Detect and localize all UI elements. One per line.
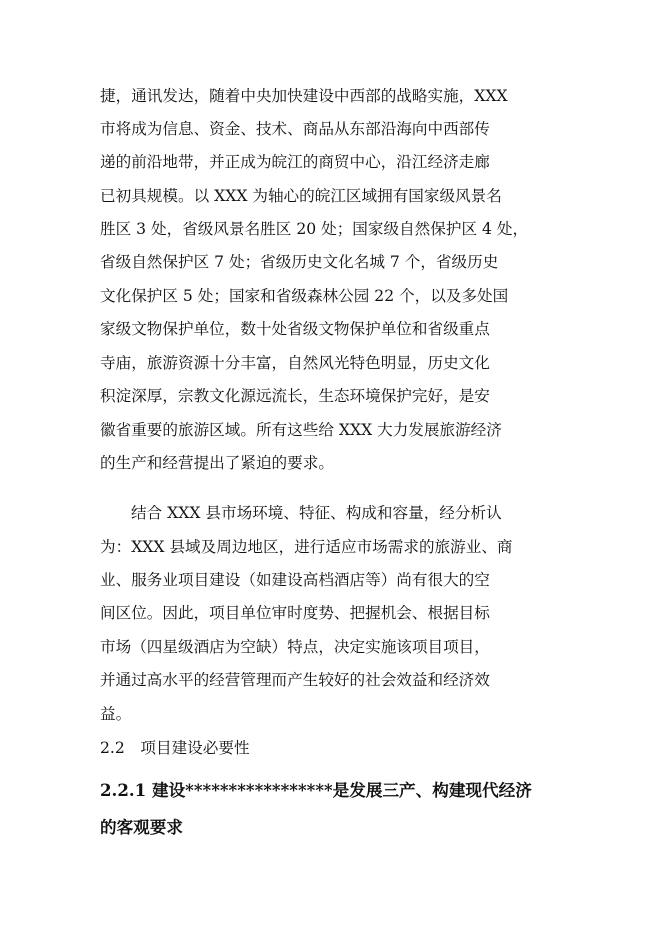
paragraph-1-line: 市将成为信息、资金、技术、商品从东部沿海向中西部传 bbox=[100, 120, 490, 138]
paragraph-2-line: 益。 bbox=[100, 705, 132, 723]
paragraph-2-line: 间区位。因此，项目单位审时度势、把握机会、根据目标 bbox=[100, 604, 490, 622]
paragraph-1-line: 捷，通讯发达，随着中央加快建设中西部的战略实施，XXX bbox=[100, 87, 508, 105]
paragraph-1-line: 文化保护区 5 处；国家和省级森林公园 22 个，以及多处国 bbox=[100, 287, 509, 305]
paragraph-2-line: 结合 XXX 县市场环境、特征、构成和容量，经分析认 bbox=[131, 504, 502, 522]
paragraph-1-line: 递的前沿地带，并正成为皖江的商贸中心，沿江经济走廊 bbox=[100, 153, 490, 171]
paragraph-1-line: 已初具规模。以 XXX 为轴心的皖江区域拥有国家级风景名 bbox=[100, 187, 502, 205]
paragraph-1-line: 的生产和经营提出了紧迫的要求。 bbox=[100, 454, 334, 472]
paragraph-1-line: 胜区 3 处，省级风景名胜区 20 处；国家级自然保护区 4 处， bbox=[100, 220, 529, 238]
paragraph-1-line: 寺庙，旅游资源十分丰富，自然风光特色明显，历史文化 bbox=[100, 354, 490, 372]
subsection-heading-line: 2.2.1 建设*****************是发展三产、构建现代经济 bbox=[100, 780, 532, 800]
paragraph-1-line: 家级文物保护单位，数十处省级文物保护单位和省级重点 bbox=[100, 320, 490, 338]
paragraph-2-line: 业、服务业项目建设（如建设高档酒店等）尚有很大的空 bbox=[100, 571, 490, 589]
paragraph-1-line: 徽省重要的旅游区域。所有这些给 XXX 大力发展旅游经济 bbox=[100, 421, 502, 439]
paragraph-2-line: 市场（四星级酒店为空缺）特点，决定实施该项目项目， bbox=[100, 638, 490, 656]
paragraph-1-line: 省级自然保护区 7 处；省级历史文化名城 7 个，省级历史 bbox=[100, 253, 499, 271]
section-heading: 2.2 项目建设必要性 bbox=[100, 739, 250, 757]
subsection-heading-line: 的客观要求 bbox=[100, 817, 183, 837]
paragraph-2-line: 为：XXX 县域及周边地区，进行适应市场需求的旅游业、商 bbox=[100, 538, 513, 556]
paragraph-2-line: 并通过高水平的经营管理而产生较好的社会效益和经济效 bbox=[100, 671, 490, 689]
paragraph-1-line: 积淀深厚，宗教文化源远流长，生态环境保护完好，是安 bbox=[100, 387, 490, 405]
